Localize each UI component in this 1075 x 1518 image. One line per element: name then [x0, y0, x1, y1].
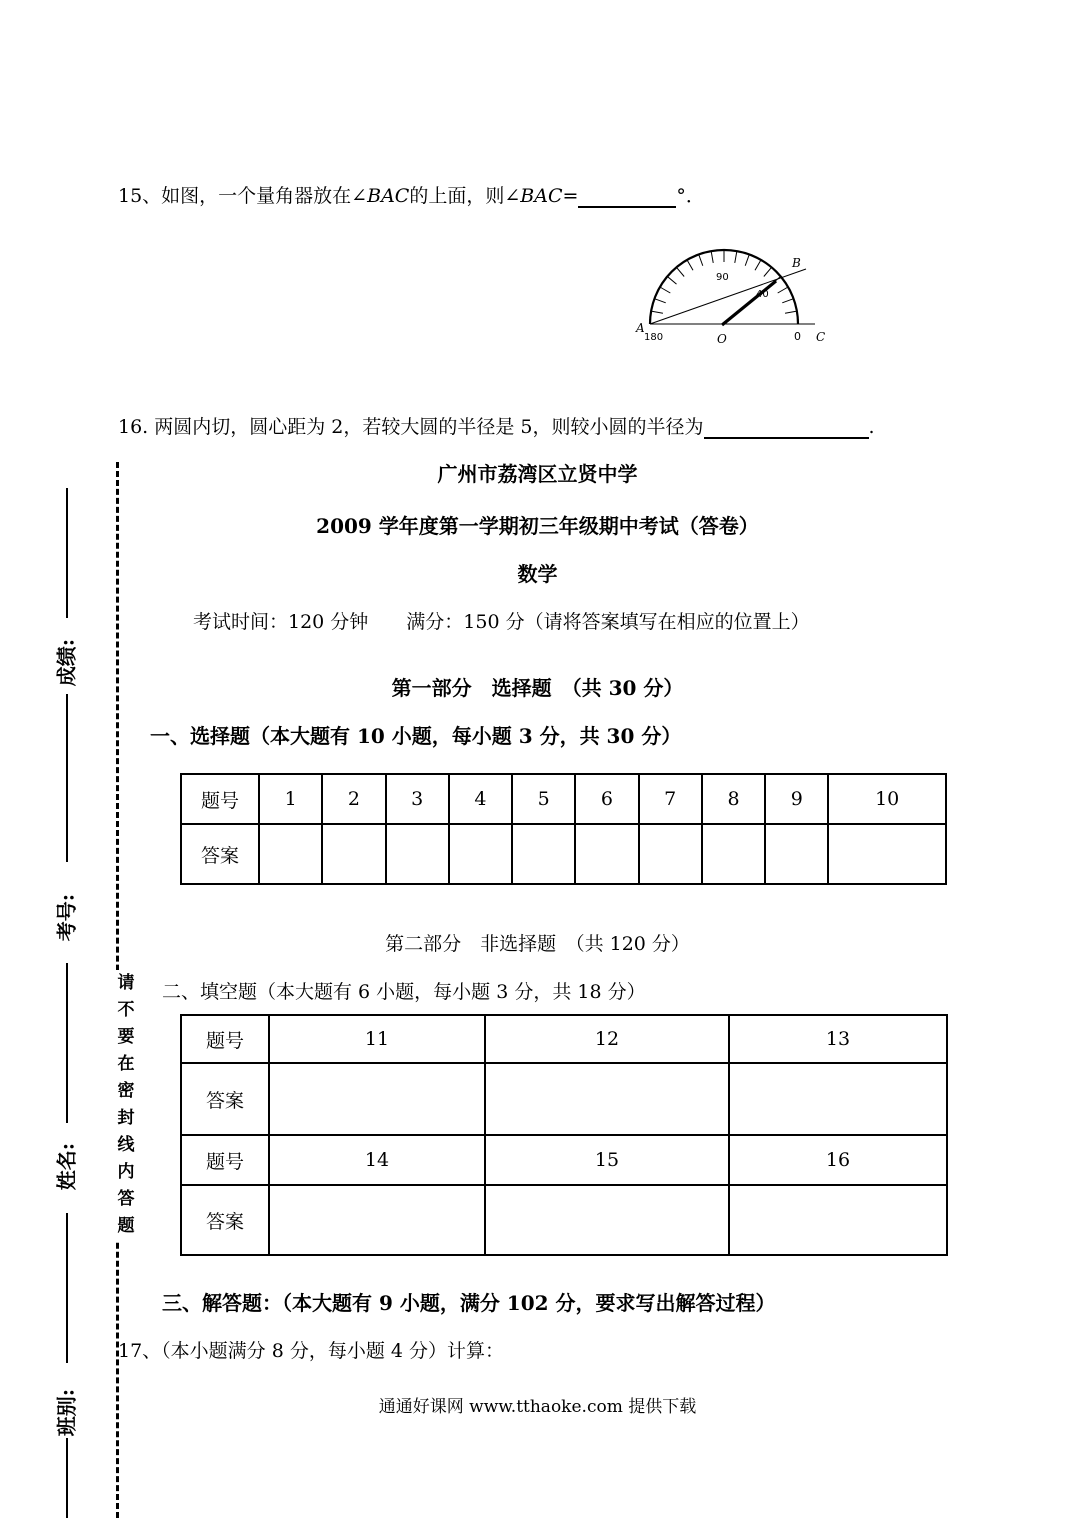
table1-number: 7 — [639, 774, 702, 824]
table2-label-no: 题号 — [181, 1015, 269, 1063]
answer-cell[interactable] — [485, 1063, 729, 1135]
table1-number: 10 — [828, 774, 946, 824]
name-label: 姓名: — [54, 1142, 79, 1191]
protractor-tick — [711, 251, 713, 263]
answer-cell[interactable] — [639, 824, 702, 884]
point-c: C — [816, 330, 826, 344]
class-line — [66, 1213, 68, 1363]
table2-label-ans: 答案 — [181, 1063, 269, 1135]
protractor-tick — [654, 299, 665, 303]
seal-warning: 请 不 要 在 密 封 线 内 答 题 — [116, 970, 136, 1240]
table2-number: 11 — [269, 1015, 485, 1063]
table1-number: 3 — [386, 774, 449, 824]
table2-number: 13 — [729, 1015, 947, 1063]
answer-cell[interactable] — [269, 1185, 485, 1255]
answer-cell[interactable] — [512, 824, 575, 884]
bottom-line — [66, 1438, 68, 1518]
answer-cell[interactable] — [449, 824, 512, 884]
table1-number: 2 — [322, 774, 385, 824]
protractor-tick — [651, 311, 663, 313]
subject-title: 数学 — [517, 562, 558, 586]
answer-cell[interactable] — [259, 824, 322, 884]
table2-number: 16 — [729, 1135, 947, 1185]
answer-cell[interactable] — [765, 824, 828, 884]
exam-no-label: 考号: — [54, 893, 79, 942]
section1-heading: 一、选择题（本大题有 10 小题，每小题 3 分，共 30 分） — [150, 724, 682, 748]
protractor-tick — [660, 287, 670, 293]
school-name: 广州市荔湾区立贤中学 — [437, 462, 638, 486]
fill-answer-table — [180, 1014, 948, 1256]
answer-cell[interactable] — [729, 1185, 947, 1255]
protractor-tick — [782, 299, 793, 303]
point-b: B — [792, 256, 801, 270]
point-o: O — [717, 332, 727, 346]
section3-heading: 三、解答题：（本大题有 9 小题，满分 102 分，要求写出解答过程） — [162, 1291, 776, 1315]
protractor-tick — [745, 254, 749, 265]
protractor-figure — [630, 240, 840, 350]
part2-title: 第二部分 非选择题 （共 120 分） — [385, 933, 690, 955]
score-label: 成绩: — [54, 638, 79, 687]
protractor-tick — [676, 267, 684, 276]
table1-number: 6 — [575, 774, 638, 824]
label-90: 90 — [716, 272, 729, 283]
protractor-tick — [764, 267, 772, 276]
answer-cell[interactable] — [485, 1185, 729, 1255]
table2-label-no: 题号 — [181, 1135, 269, 1185]
part1-title: 第一部分 选择题 （共 30 分） — [391, 676, 684, 700]
label-0: 0 — [794, 330, 801, 343]
protractor-tick — [699, 254, 703, 265]
name-line — [66, 963, 68, 1123]
protractor-tick — [667, 276, 676, 284]
exam-title: 2009 学年度第一学期初三年级期中考试（答卷） — [316, 514, 759, 538]
answer-blank-16[interactable] — [704, 437, 869, 439]
question-15: 15、如图，一个量角器放在∠BAC的上面，则∠BAC= °． — [118, 185, 705, 207]
table1-number: 5 — [512, 774, 575, 824]
protractor-tick — [785, 311, 797, 313]
point-a: A — [636, 321, 645, 335]
protractor-tick — [735, 251, 737, 263]
table1-row2-label: 答案 — [181, 824, 259, 884]
protractor-tick — [755, 260, 761, 270]
table2-number: 15 — [485, 1135, 729, 1185]
answer-cell[interactable] — [729, 1063, 947, 1135]
table1-number: 9 — [765, 774, 828, 824]
answer-cell[interactable] — [322, 824, 385, 884]
choice-answer-table — [180, 773, 947, 885]
ray-ob — [722, 281, 776, 325]
score-line — [66, 488, 68, 618]
question-16: 16. 两圆内切，圆心距为 2，若较大圆的半径是 5，则较小圆的半径为 . — [118, 416, 875, 438]
table2-label-ans: 答案 — [181, 1185, 269, 1255]
question-17: 17、（本小题满分 8 分，每小题 4 分）计算： — [118, 1340, 505, 1362]
section2-heading: 二、填空题（本大题有 6 小题，每小题 3 分，共 18 分） — [162, 981, 646, 1003]
answer-cell[interactable] — [386, 824, 449, 884]
table1-number: 8 — [702, 774, 765, 824]
exam-info: 考试时间：120 分钟 满分：150 分（请将答案填写在相应的位置上） — [193, 611, 810, 633]
table2-number: 12 — [485, 1015, 729, 1063]
table1-row1-label: 题号 — [181, 774, 259, 824]
exam-no-line — [66, 694, 68, 862]
table1-number: 1 — [259, 774, 322, 824]
footer-text: 通通好课网 www.tthaoke.com 提供下载 — [378, 1397, 697, 1417]
protractor-tick — [778, 287, 788, 293]
label-180: 180 — [644, 332, 664, 343]
table2-number: 14 — [269, 1135, 485, 1185]
answer-cell[interactable] — [828, 824, 946, 884]
answer-cell[interactable] — [702, 824, 765, 884]
protractor-tick — [687, 260, 693, 270]
answer-cell[interactable] — [269, 1063, 485, 1135]
label-40: 40 — [756, 289, 769, 300]
answer-blank-15[interactable] — [578, 206, 676, 208]
class-label: 班别: — [54, 1388, 79, 1437]
table1-number: 4 — [449, 774, 512, 824]
answer-cell[interactable] — [575, 824, 638, 884]
